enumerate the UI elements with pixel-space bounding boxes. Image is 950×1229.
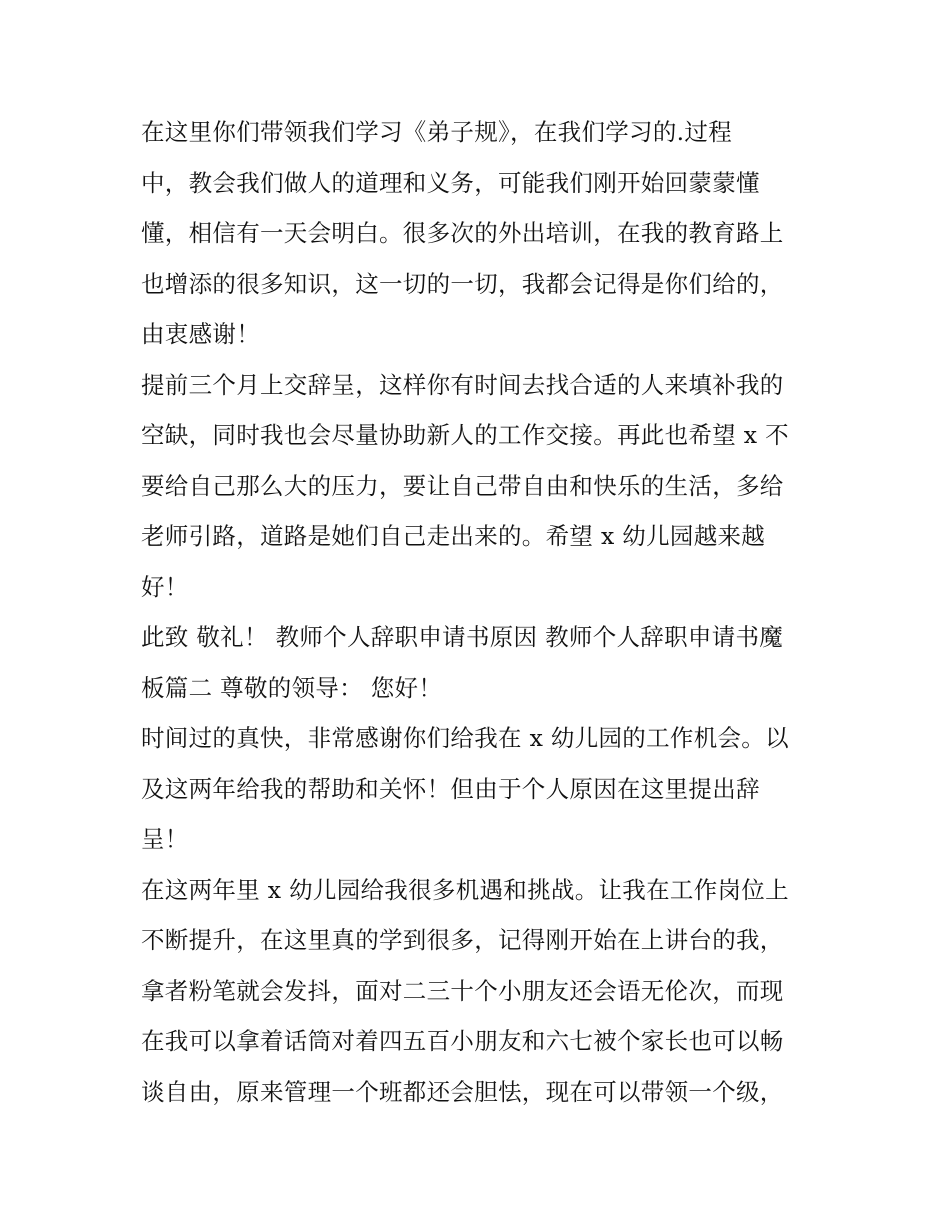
text-line: 拿者粉笔就会发抖，面对二三十个小朋友还会语无伦次，而现	[141, 976, 784, 1005]
text-line: 好！	[141, 572, 189, 601]
text-line: 不断提升，在这里真的学到很多，记得刚开始在上讲台的我，	[141, 926, 784, 954]
text-line: 中，教会我们做人的道理和义务，可能我们刚开始回蒙蒙懂	[141, 168, 760, 197]
text-line: 谈自由，原来管理一个班都还会胆怯，现在可以带领一个级，	[141, 1077, 784, 1106]
text-line: 时间过的真快，非常感谢你们给我在 x 幼儿园的工作机会。以	[141, 724, 789, 752]
text-line: 在这里你们带领我们学习《弟子规》，在我们学习的.过程	[141, 118, 733, 146]
text-line: 也增添的很多知识，这一切的一切，我都会记得是你们给的，	[141, 269, 784, 298]
body-text	[141, 107, 821, 1117]
text-line: 懂，相信有一天会明白。很多次的外出培训，在我的教育路上	[141, 219, 784, 247]
text-line: 此致 敬礼！ 教师个人辞职申请书原因 教师个人辞职申请书魔	[141, 623, 784, 651]
text-line: 在这两年里 x 幼儿园给我很多机遇和挑战。让我在工作岗位上	[141, 875, 789, 904]
text-line: 呈！	[141, 825, 189, 853]
text-line: 提前三个月上交辞呈，这样你有时间去找合适的人来填补我的	[141, 370, 784, 399]
text-line: 在我可以拿着话筒对着四五百小朋友和六七被个家长也可以畅	[141, 1027, 784, 1055]
text-line: 板篇二 尊敬的领导： 您好！	[141, 673, 443, 702]
text-line: 由衷感谢！	[141, 320, 260, 348]
text-line: 空缺，同时我也会尽量协助新人的工作交接。再此也希望 x 不	[141, 421, 789, 449]
text-line: 要给自己那么大的压力，要让自己带自由和快乐的生活，多给	[141, 471, 784, 500]
text-line: 及这两年给我的帮助和关怀！但由于个人原因在这里提出辞	[141, 774, 760, 803]
text-line: 老师引路，道路是她们自己走出来的。希望 x 幼儿园越来越	[141, 522, 766, 550]
